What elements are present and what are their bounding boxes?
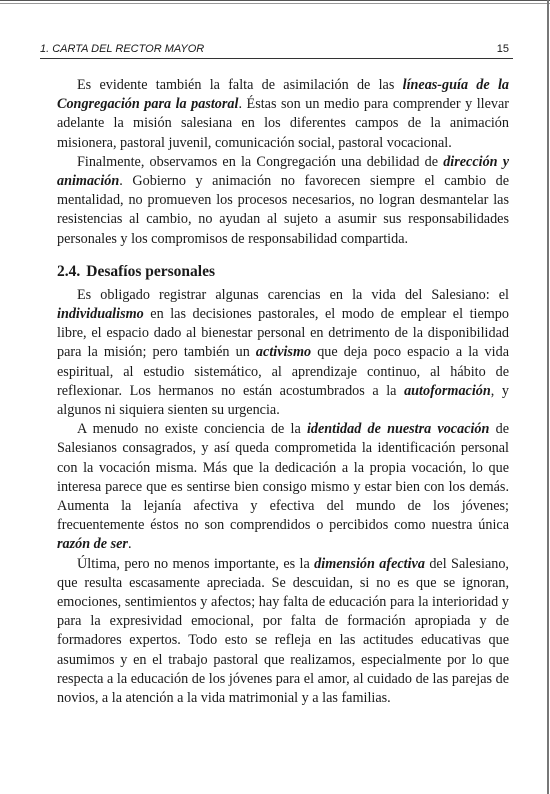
running-header-title: 1. CARTA DEL RECTOR MAYOR <box>40 43 205 55</box>
paragraph-4-text-e: . <box>127 536 132 553</box>
paragraph-4-text-c: de Salesianos consagrados, y así queda comprometida la identificación personal con la vocación misma. Más que la dedicación a la propia vocación, lo que interesa parece que es sentirse bien consigo mismo y estar bien con los demás. Aumenta la lejanía afectiva y efectiva del mundo de los jóvenes; frecuentemente éstos no son comprendidos o percibidos como nuestra única <box>57 421 509 534</box>
paragraph-2-text-c: . Gobierno y animación no favorecen siempre el cambio de mentalidad, no promueven los procesos necesarios, no logran desmantelar las resistencias al cambio, no ayudan al sujeto a asumir sus responsabilidades personales y los compromisos de responsabilidad compartida. <box>57 173 509 247</box>
paragraph-3-emphasis-individualismo: individualismo <box>57 306 144 323</box>
paragraph-1-emphasis: líneas-guía de la Congregación para la pastoral <box>57 77 509 113</box>
page-right-edge <box>547 0 549 794</box>
paragraph-3-text-c: en las decisiones pastorales, el modo de emplear el tiempo libre, el espacio dado al bienestar personal en detrimento de la disponibilidad para la misión; pero también un <box>57 306 509 361</box>
paragraph-5 <box>57 555 509 709</box>
paragraph-4-text-a: A menudo no existe conciencia de la <box>77 421 307 438</box>
paragraph-5-text-c: del Salesiano, que resulta escasamente apreciada. Se descuidan, si no es que se ignoran, emociones, sentimientos y afectos; hay falta de educación para la interioridad y para la expresividad emocional, por falta de formación apropiada y de formadores expertos. Todo esto se refleja en las actitudes educativas que asumimos y en el trabajo pastoral que realizamos, especialmente por lo que respecta a la educación de los jóvenes para el amor, al cuidado de las parejas de novios, a la atención a la vida matrimonial y a las familias. <box>57 555 509 707</box>
page-number: 15 <box>496 43 509 55</box>
paragraph-4-emphasis-razon: razón de ser <box>57 536 128 553</box>
section-number: 2.4. <box>57 262 81 280</box>
paragraph-3-emphasis-autoformacion: autoformación <box>404 382 491 399</box>
paragraph-5-emphasis: dimensión afectiva <box>314 555 425 572</box>
paragraph-2 <box>57 153 509 249</box>
paragraph-4 <box>57 420 509 554</box>
paragraph-3 <box>57 286 509 420</box>
paragraph-1-text-a: Es evidente también la falta de asimilación de las <box>77 77 403 93</box>
running-header <box>40 40 513 59</box>
section-title: Desafíos personales <box>86 262 215 280</box>
paragraph-2-text-a: Finalmente, observamos en la Congregación una debilidad de <box>77 153 444 170</box>
paragraph-5-text-a: Última, pero no menos importante, es la <box>77 555 315 572</box>
paragraph-3-text-g: , y algunos ni siquiera sienten su urgencia. <box>57 382 510 419</box>
page-body <box>57 76 509 708</box>
paragraph-3-text-e: que deja poco espacio a la vida espiritual, al estudio sistemático, al aprendizaje continuo, al hábito de reflexionar. Los hermanos no están acostumbrados a la <box>57 344 509 399</box>
section-heading <box>57 262 509 282</box>
paragraph-1 <box>57 76 509 153</box>
paragraph-4-emphasis-identidad: identidad de nuestra vocación <box>306 421 490 438</box>
paragraph-3-emphasis-activismo: activismo <box>255 344 312 361</box>
paragraph-1-text-c: . Éstas son un medio para comprender y llevar adelante la misión salesiana en los diferentes campos de la animación misionera, pastoral juvenil, comunicación social, pastoral vocacional. <box>57 96 509 151</box>
paragraph-2-emphasis: dirección y animación <box>57 153 510 190</box>
page-top-edge <box>0 0 550 4</box>
paragraph-3-text-a: Es obligado registrar algunas carencias en la vida del Salesiano: el <box>77 286 509 303</box>
